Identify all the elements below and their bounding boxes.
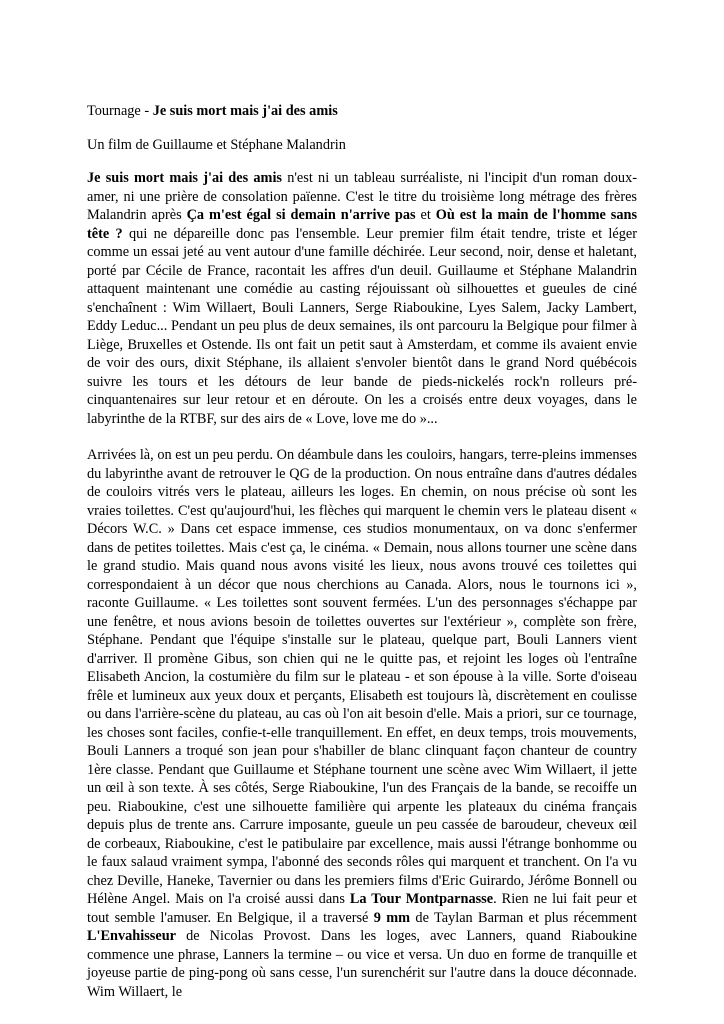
text-run: n'est ni un tableau surréaliste, ni l'incipit d'un roman doux-amer, ni une prière de consolation païenne. C'est le titre du troisième long métrage des frères Malandrin après (87, 170, 637, 223)
headline-prefix: Tournage - (87, 103, 153, 119)
title-reference: Je suis mort mais j'ai des amis (87, 170, 282, 186)
paragraph-intro (87, 169, 637, 428)
title-reference: Où est la main de l'homme sans tête ? (87, 207, 638, 242)
film-credit: Un film de Guillaume et Stéphane Malandrin (87, 136, 346, 153)
title-reference: La Tour Montparnasse (349, 891, 494, 907)
document-page (87, 102, 637, 1019)
text-run: de Taylan Barman et plus récemment (410, 909, 638, 926)
title-reference: Ça m'est égal si demain n'arrive pas (186, 207, 416, 223)
title-reference: 9 mm (373, 909, 411, 926)
text-run: qui ne dépareille donc pas l'ensemble. Leur premier film était tendre, triste et léger comme un essai jeté au vent autour d'une famille déchirée. Leur second, noir, dense et haletant, porté par Cécile de France, racontait les affres d'un deuil. Guillaume et Stéphane Malandrin attaquent maintenant une comédie au casting réjouissant où silhouettes et gueules de ciné s'enchaînent : Wim Willaert, Bouli Lanners, Serge Riaboukine, Lyes Salem, Jacky Lambert, Eddy Leduc... Pendant un peu plus de deux semaines, ils ont parcouru la Belgique pour filmer à Liège, Bruxelles et Ostende. Ils ont fait un petit saut à Amsterdam, et comme ils avaient envie de voir des ours, dixit Stéphane, ils allaient s'envoler bientôt dans le grand Nord québécois suivre les tours et les détours de leur bande de pieds-nickelés rock'n rolleurs pré-cinquantenaires sur leur retour et en déroute. On les a croisés entre deux voyages, dans le labyrinthe de la RTBF, sur des airs de « Love, love me do »... (87, 225, 638, 427)
paragraph-body (87, 446, 637, 1001)
text-run: . Rien ne lui fait peur et tout semble l'amuser. En Belgique, il a traversé (87, 891, 637, 926)
headline (87, 102, 637, 121)
title-reference: L'Envahisseur (87, 928, 176, 944)
text-run: de Nicolas Provost. Dans les loges, avec Lanners, quand Riaboukine commence une phrase, Lanners la termine – ou vice et versa. Un duo en forme de tranquille et joyeuse partie de ping-pong où sans cesse, l'un surenchérit sur l'autre dans la douce déconnade. Wim Willaert, le (87, 928, 637, 1000)
text-run: Arrivées là, on est un peu perdu. On déambule dans les couloirs, hangars, terre-pleins immenses du labyrinthe avant de retrouver le QG de la production. On nous entraîne dans d'autres dédales de couloirs vitrés vers le plateau, ailleurs les loges. En chemin, on nous précise où sont les vraies toilettes. C'est qu'aujourd'hui, les flèches qui marquent le chemin vers le plateau disent « Décors W.C. » Dans cet espace immense, ces studios monumentaux, on va donc s'enfermer dans de petites toilettes. Mais c'est ça, le cinéma. « Demain, nous allons tourner une scène dans le grand studio. Mais quand nous avons visité les lieux, nous avons trouvé ces toilettes qui correspondaient à un décor que nous cherchions au Canada. Alors, nous le tournons ici », raconte Guillaume. « Les toilettes sont souvent fermées. L'un des personnages s'échappe par une fenêtre, et nous avions besoin de toilettes ouvertes sur l'extérieur », complète son frère, Stéphane. Pendant que l'équipe s'installe sur le plateau, quelque part, Bouli Lanners vient d'arriver. Il promène Gibus, son chien qui ne le quitte pas, et rejoint les loges où l'entraîne Elisabeth Ancion, la costumière du film sur le plateau - et son épouse à la ville. Sorte d'oiseau frêle et lumineux aux yeux doux et perçants, Elisabeth est toujours là, discrètement en coulisse ou dans l'arrière-scène du plateau, au cas où l'on ait besoin d'elle. Mais a priori, sur ce tournage, les choses sont faciles, confie-t-elle tranquillement. En effet, en deux temps, trois mouvements, Bouli Lanners a troqué son jean pour s'habiller de blanc clinquant façon chanteur de country 1ère classe. Pendant que Guillaume et Stéphane tournent une scène avec Wim Willaert, il jette un œil à son texte. À ses côtés, Serge Riaboukine, l'un des Français de la bande, se recoiffe un peu. Riaboukine, c'est une silhouette familière qui arpente les plateaux du cinéma français depuis plus de trente ans. Carrure imposante, gueule un peu cassée de baroudeur, cheveux œil de corbeaux, Riaboukine, c'est le patibulaire par excellence, mais aussi l'étrange bonhomme ou le faux salaud vraiment sympa, l'abonné des seconds rôles qui marquent et tranchent. On l'a vu chez Deville, Haneke, Tavernier ou dans les premiers films d'Eric Guirardo, Jérôme Bonnell ou Hélène Angel. Mais on l'a croisé aussi dans (87, 447, 637, 907)
text-run: et (415, 207, 436, 223)
film-title: Je suis mort mais j'ai des amis (152, 103, 338, 119)
